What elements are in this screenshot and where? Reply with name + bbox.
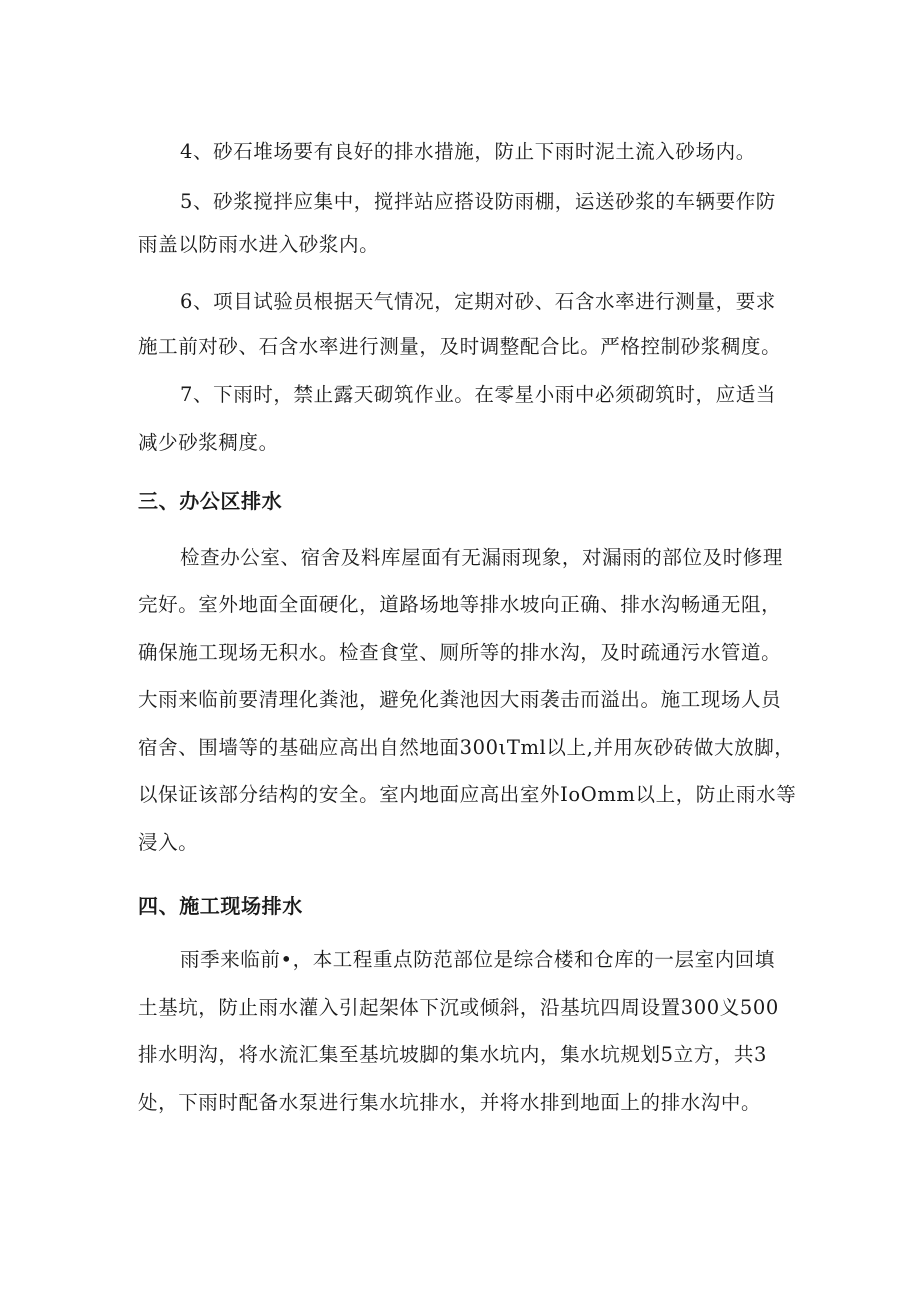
- section-3-heading: 三、办公区排水: [138, 489, 283, 513]
- section-3-line-6: 以保证该部分结构的安全。室内地面应高出室外IoOmm以上，防止雨水等: [138, 783, 797, 806]
- section-3-line-4: 大雨来临前要清理化粪池，避免化粪池因大雨袭击而溢出。施工现场人员: [138, 688, 782, 711]
- paragraph-5-line-1: 5、砂浆搅拌应集中，搅拌站应搭设防雨棚，运送砂浆的车辆要作防: [180, 190, 776, 213]
- section-3-line-5: 宿舍、围墙等的基础应高出自然地面300ιTml以上,并用灰砂砖做大放脚，: [138, 736, 795, 759]
- paragraph-4-line-1: 4、砂石堆场要有良好的排水措施，防止下雨时泥土流入砂场内。: [180, 140, 756, 163]
- paragraph-6-line-1: 6、项目试验员根据天气情况，定期对砂、石含水率进行测量，要求: [180, 290, 776, 313]
- section-3-line-7: 浸入。: [138, 831, 199, 854]
- section-3-line-1: 检查办公室、宿舍及料库屋面有无漏雨现象，对漏雨的部位及时修理: [180, 546, 784, 569]
- section-4-heading: 四、施工现场排水: [138, 894, 303, 918]
- paragraph-6-line-2: 施工前对砂、石含水率进行测量，及时调整配合比。严格控制砂浆稠度。: [138, 335, 782, 358]
- section-3-line-3: 确保施工现场无积水。检查食堂、厕所等的排水沟，及时疏通污水管道。: [138, 641, 782, 664]
- paragraph-5-line-2: 雨盖以防雨水进入砂浆内。: [138, 233, 380, 256]
- paragraph-7-line-1: 7、下雨时，禁止露天砌筑作业。在零星小雨中必须砌筑时，应适当: [180, 383, 776, 406]
- section-4-line-3: 排水明沟，将水流汇集至基坑坡脚的集水坑内，集水坑规划5立方，共3: [138, 1043, 768, 1066]
- paragraph-7-line-2: 减少砂浆稠度。: [138, 431, 279, 454]
- section-3-line-2: 完好。室外地面全面硬化，道路场地等排水坡向正确、排水沟畅通无阻，: [138, 593, 782, 616]
- section-4-line-2: 土基坑，防止雨水灌入引起架体下沉或倾斜，沿基坑四周设置300义500: [138, 996, 779, 1019]
- section-4-line-4: 处，下雨时配备水泵进行集水坑排水，并将水排到地面上的排水沟中。: [138, 1091, 762, 1114]
- section-4-line-1: 雨季来临前•，本工程重点防范部位是综合楼和仓库的一层室内回填: [180, 948, 776, 971]
